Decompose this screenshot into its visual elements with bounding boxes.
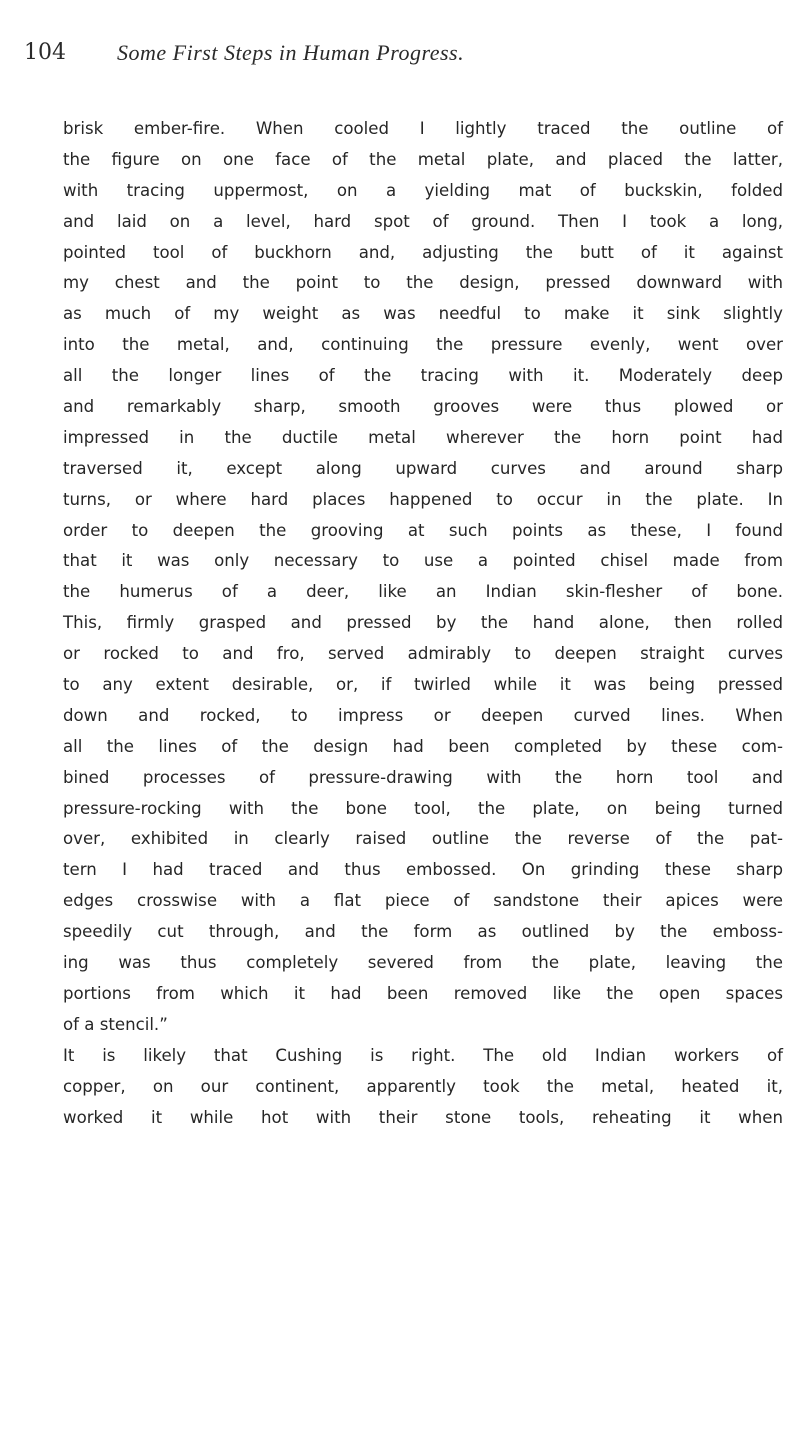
- text-line: as much of my weight as was needful to make it sink slightly: [63, 304, 783, 324]
- text-line: turns, or where hard places happened to occur in the plate. In: [63, 489, 783, 509]
- text-line: into the metal, and, continuing the pressure evenly, went over: [63, 335, 783, 355]
- text-line: with tracing uppermost, on a yielding mat of buckskin, folded: [63, 180, 783, 200]
- text-line: all the longer lines of the tracing with it. Moderately deep: [63, 366, 783, 386]
- text-line: to any extent desirable, or, if twirled while it was being pressed: [63, 675, 783, 695]
- text-line: and laid on a level, hard spot of ground. Then I took a long,: [63, 211, 783, 231]
- text-line: of a stencil.”: [63, 1014, 168, 1034]
- text-line: the humerus of a deer, like an Indian skin-flesher of bone.: [63, 582, 783, 602]
- text-line: bined processes of pressure-drawing with the horn tool and: [63, 767, 783, 787]
- text-line: portions from which it had been removed like the open spaces: [63, 983, 783, 1003]
- running-head: [0, 40, 800, 80]
- text-line: ing was thus completely severed from the plate, leaving the: [63, 953, 783, 973]
- text-line: the figure on one face of the metal plate, and placed the latter,: [63, 149, 783, 169]
- text-line: edges crosswise with a flat piece of sandstone their apices were: [63, 891, 783, 911]
- text-line: over, exhibited in clearly raised outline the reverse of the pat-: [63, 829, 783, 849]
- body-text: [63, 114, 783, 1133]
- text-line: speedily cut through, and the form as outlined by the emboss-: [63, 922, 783, 942]
- text-line: or rocked to and fro, served admirably to deepen straight curves: [63, 644, 783, 664]
- text-line: down and rocked, to impress or deepen curved lines. When: [63, 705, 783, 725]
- text-line: worked it while hot with their stone tools, reheating it when: [63, 1107, 783, 1127]
- text-line: This, firmly grasped and pressed by the hand alone, then rolled: [63, 613, 783, 633]
- text-line: brisk ember-fire. When cooled I lightly traced the outline of: [63, 119, 783, 138]
- text-line: tern I had traced and thus embossed. On grinding these sharp: [63, 860, 783, 880]
- text-line: and remarkably sharp, smooth grooves were thus plowed or: [63, 397, 783, 417]
- text-line: pressure-rocking with the bone tool, the plate, on being turned: [63, 798, 783, 818]
- text-line: that it was only necessary to use a pointed chisel made from: [63, 551, 783, 571]
- running-title: Some First Steps in Human Progress.: [117, 40, 465, 65]
- text-line: It is likely that Cushing is right. The old Indian workers of: [63, 1045, 783, 1065]
- text-line: impressed in the ductile metal wherever the horn point had: [63, 427, 783, 447]
- page-number: 104: [24, 40, 66, 65]
- text-line: all the lines of the design had been completed by these com-: [63, 736, 783, 756]
- text-line: copper, on our continent, apparently took the metal, heated it,: [63, 1076, 783, 1096]
- text-line: pointed tool of buckhorn and, adjusting the butt of it against: [63, 242, 783, 262]
- text-line: my chest and the point to the design, pressed downward with: [63, 273, 783, 293]
- text-line: traversed it, except along upward curves and around sharp: [63, 458, 783, 478]
- text-line: order to deepen the grooving at such points as these, I found: [63, 520, 783, 540]
